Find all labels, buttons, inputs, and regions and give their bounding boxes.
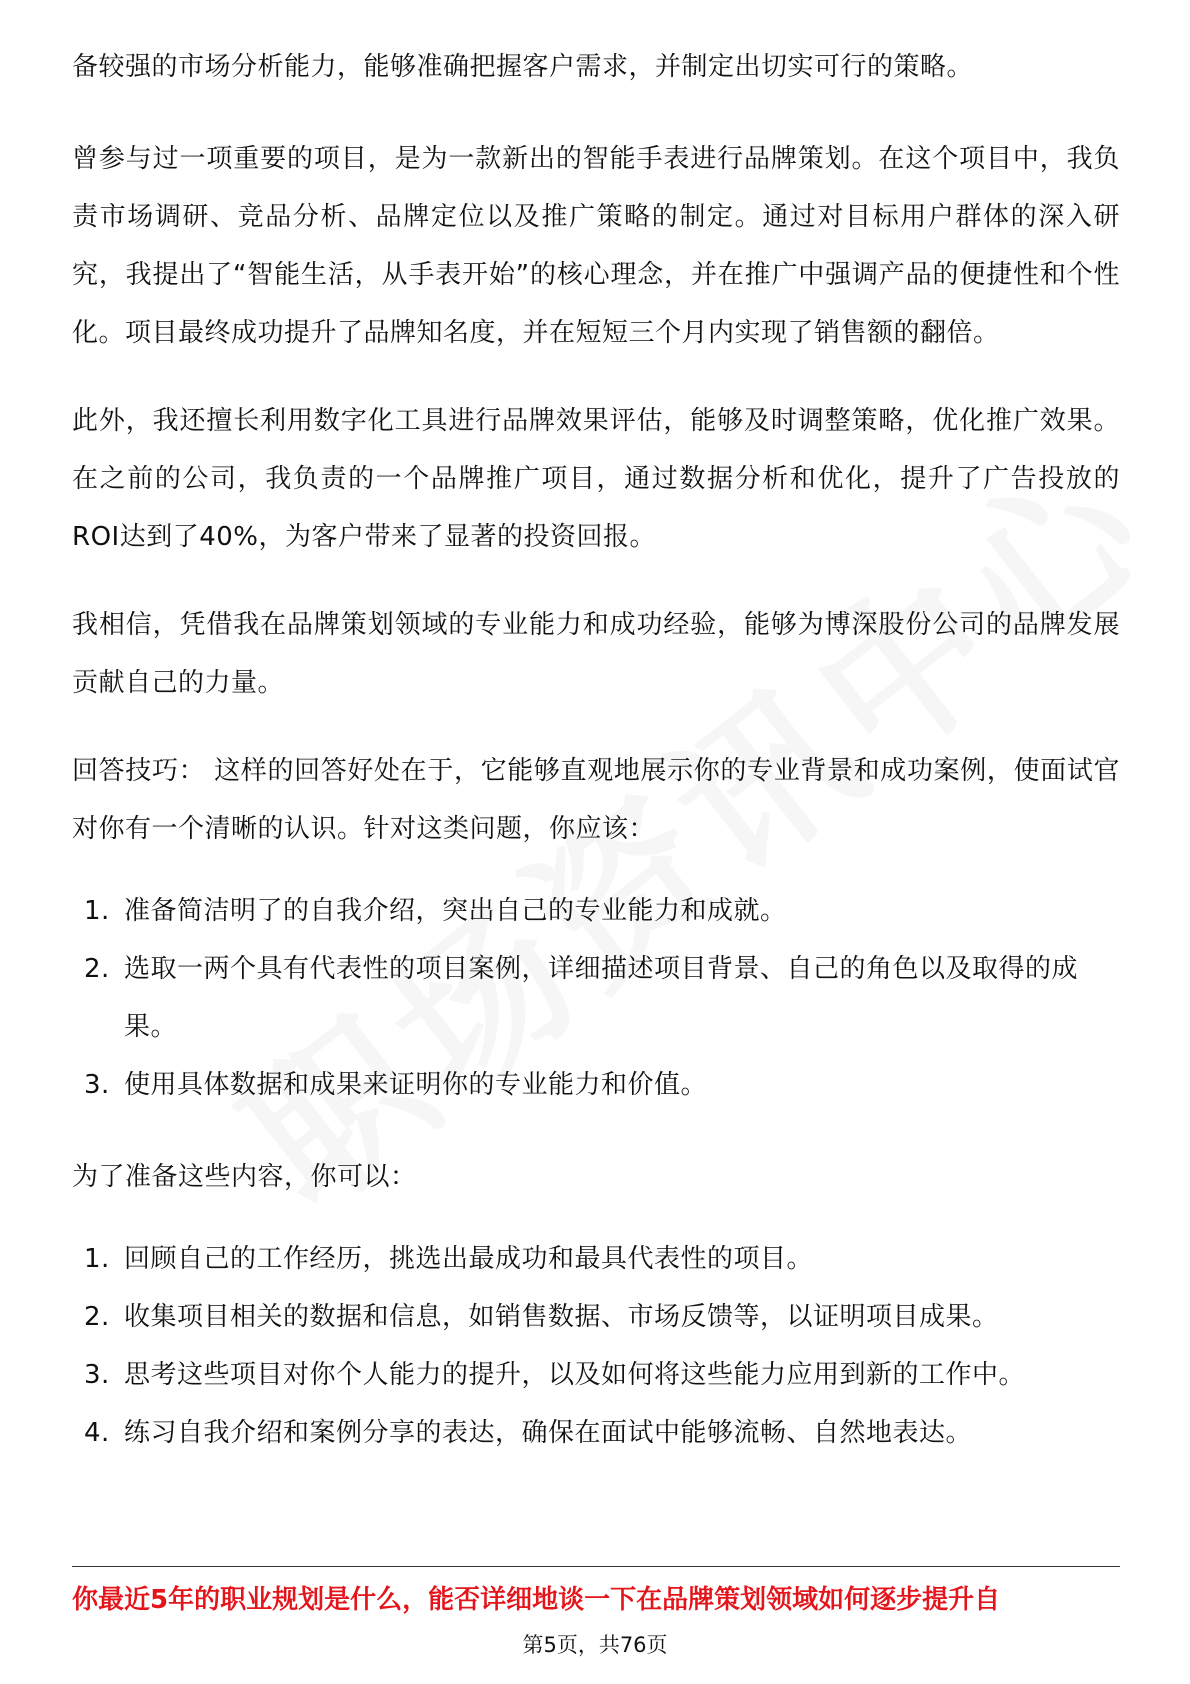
paragraph-digital-tools: 此外，我还擅长利用数字化工具进行品牌效果评估，能够及时调整策略，优化推广效果。在之前的公司，我负责的一个品牌推广项目，通过数据分析和优化，提升了广告投放的ROI达到了40%，为客户带来了显著的投资回报。: [72, 406, 1120, 552]
list-item: [84, 1056, 1120, 1114]
list-item-text: 选取一两个具有代表性的项目案例，详细描述项目背景、自己的角色以及取得的成果。: [124, 954, 1079, 1042]
list-item: [84, 1230, 1120, 1288]
list-item-text: 准备简洁明了的自我介绍，突出自己的专业能力和成就。: [124, 896, 787, 926]
list-item: [84, 940, 1120, 1056]
next-question-heading: 你最近5年的职业规划是什么，能否详细地谈一下在品牌策划领域如何逐步提升自: [72, 1585, 1001, 1615]
list-item-text: 收集项目相关的数据和信息，如销售数据、市场反馈等，以证明项目成果。: [124, 1302, 999, 1332]
list-item-text: 练习自我介绍和案例分享的表达，确保在面试中能够流畅、自然地表达。: [124, 1418, 973, 1448]
list-item-text: 回顾自己的工作经历，挑选出最成功和最具代表性的项目。: [124, 1244, 814, 1274]
list-item-text: 使用具体数据和成果来证明你的专业能力和价值。: [124, 1070, 708, 1100]
list-item-number: 3.: [84, 1360, 110, 1390]
list-item-number: 4.: [84, 1418, 110, 1448]
list-item-number: 2.: [84, 954, 110, 984]
list-item-number: 1.: [84, 1244, 110, 1274]
list-item: [84, 1346, 1120, 1404]
paragraph-preparation-intro: 为了准备这些内容，你可以：: [72, 1162, 417, 1192]
list-item: [84, 1288, 1120, 1346]
list-item-number: 2.: [84, 1302, 110, 1332]
list-item-text: 思考这些项目对你个人能力的提升，以及如何将这些能力应用到新的工作中。: [124, 1360, 1026, 1390]
paragraph-conclusion: 我相信，凭借我在品牌策划领域的专业能力和成功经验，能够为博深股份公司的品牌发展贡献自己的力量。: [72, 610, 1120, 698]
page-number: 第5页，共76页: [522, 1633, 668, 1657]
paragraph-continued: 备较强的市场分析能力，能够准确把握客户需求，并制定出切实可行的策略。: [72, 52, 974, 82]
tips-list: [72, 882, 1120, 1114]
paragraph-answer-tips: 回答技巧： 这样的回答好处在于，它能够直观地展示你的专业背景和成功案例，使面试官对你有一个清晰的认识。针对这类问题，你应该：: [72, 756, 1120, 844]
paragraph-project-experience: 曾参与过一项重要的项目，是为一款新出的智能手表进行品牌策划。在这个项目中，我负责市场调研、竞品分析、品牌定位以及推广策略的制定。通过对目标用户群体的深入研究，我提出了“智能生活，从手表开始”的核心理念，并在推广中强调产品的便捷性和个性化。项目最终成功提升了品牌知名度，并在短短三个月内实现了销售额的翻倍。: [72, 144, 1120, 348]
list-item-number: 3.: [84, 1070, 110, 1100]
list-item: [84, 882, 1120, 940]
list-item-number: 1.: [84, 896, 110, 926]
preparation-list: [72, 1230, 1120, 1462]
list-item: [84, 1404, 1120, 1462]
footer-divider: [72, 1566, 1120, 1567]
document-body: [72, 38, 1120, 1496]
